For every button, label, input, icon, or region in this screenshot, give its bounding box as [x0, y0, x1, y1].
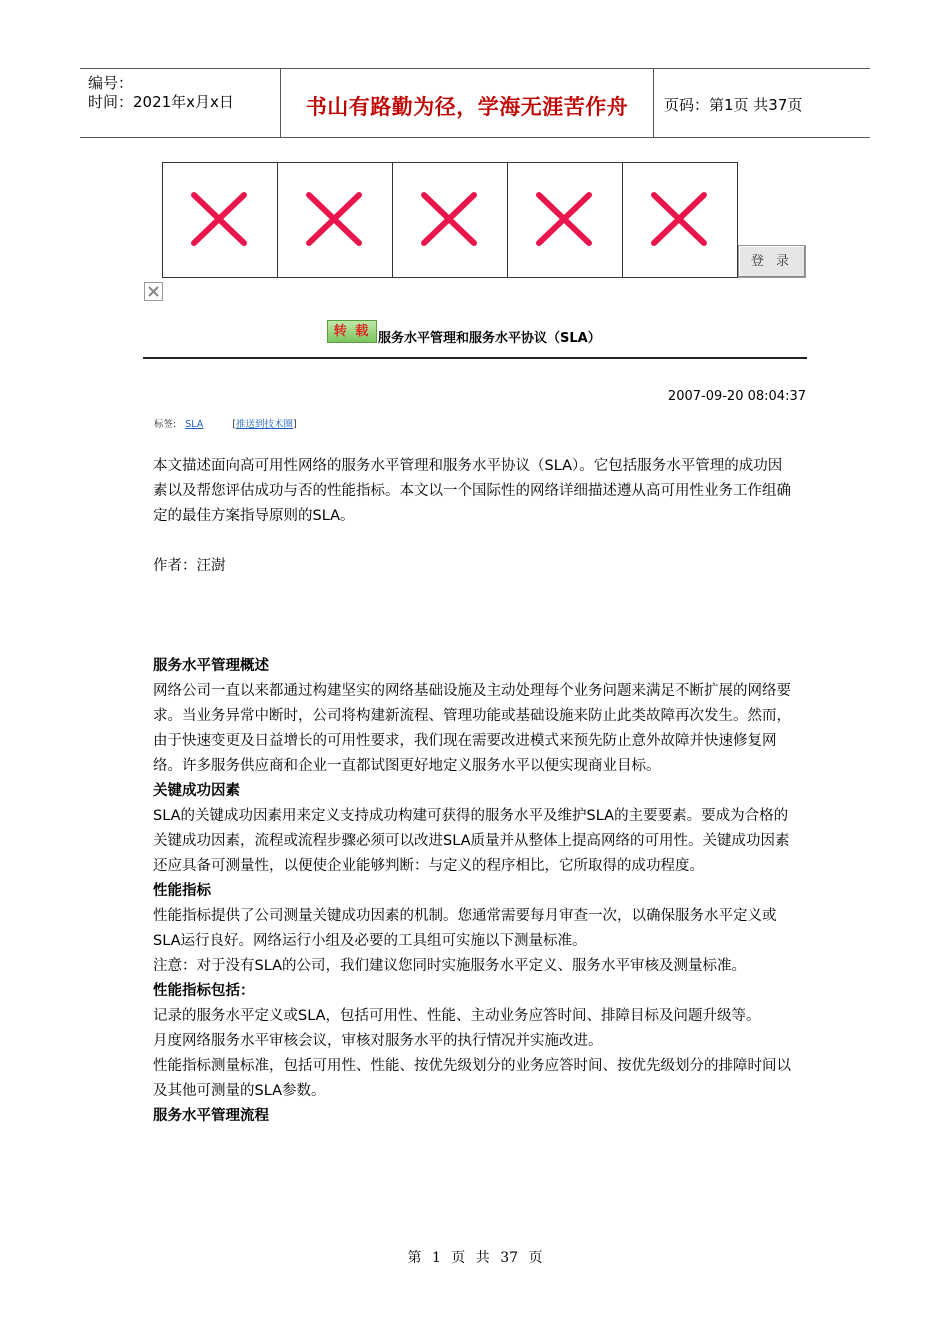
article-title: 服务水平管理和服务水平协议（SLA）: [378, 331, 601, 346]
number-label: 编号：: [88, 74, 134, 92]
broken-image-2: [277, 162, 393, 278]
section-heading: 服务水平管理概述: [153, 658, 269, 674]
section-paragraph: 性能指标提供了公司测量关键成功因素的机制。您通常需要每月审查一次，以确保服务水平定义或SLA运行良好。网络运行小组及必要的工具组可实施以下测量标准。: [153, 908, 777, 949]
red-x-icon: [650, 191, 708, 247]
page-info: 页码：第1页 共37页: [664, 96, 803, 114]
red-x-icon: [420, 191, 478, 247]
article-body: [153, 654, 793, 1129]
broken-image-4: [507, 162, 623, 278]
header-meta-cell: [80, 69, 281, 137]
page-header: [80, 68, 870, 138]
red-x-icon: [305, 191, 363, 247]
list-item: 记录的服务水平定义或SLA，包括可用性、性能、主动业务应答时间、排障目标及问题升级等。: [153, 1008, 761, 1024]
login-button[interactable]: 登 录: [738, 245, 806, 278]
tags-line: 标签: SLA [推送到技术圈]: [154, 419, 297, 430]
section-paragraph: 网络公司一直以来都通过构建坚实的网络基础设施及主动处理每个业务问题来满足不断扩展的网络要求。当业务异常中断时，公司将构建新流程、管理功能或基础设施来防止此类故障再次发生。然而，由于快速变更及日益增长的可用性要求，我们现在需要改进模式来预先防止意外故障并快速修复网络。许多服务供应商和企业一直都试图更好地定义服务水平以便实现商业目标。: [153, 683, 791, 774]
header-page-cell: [654, 69, 870, 137]
page-footer: 第 1 页 共 37 页: [407, 1250, 543, 1266]
time-label: 时间：2021年x月x日: [88, 93, 234, 111]
red-x-icon: [190, 191, 248, 247]
repost-badge: 转 载: [327, 320, 377, 343]
banner-image-row: [162, 162, 738, 276]
title-divider: [143, 357, 807, 359]
section-heading: 性能指标包括：: [153, 983, 255, 999]
broken-image-5: [622, 162, 738, 278]
list-item: 月度网络服务水平审核会议，审核对服务水平的执行情况并实施改进。: [153, 1033, 603, 1049]
section-heading: 性能指标: [153, 883, 211, 899]
broken-image-1: [162, 162, 278, 278]
red-x-icon: [535, 191, 593, 247]
tags-label: 标签:: [154, 419, 177, 430]
list-item: 性能指标测量标准，包括可用性、性能、按优先级划分的业务应答时间、按优先级划分的排障时间以及其他可测量的SLA参数。: [153, 1058, 791, 1099]
header-motto-cell: [281, 69, 654, 137]
broken-image-icon: [144, 282, 163, 301]
tag-sla-link[interactable]: SLA: [185, 419, 204, 430]
article-author: 作者：汪澍: [153, 558, 226, 574]
broken-image-3: [392, 162, 508, 278]
push-to-tech-link[interactable]: 推送到技术圈: [236, 419, 294, 430]
section-paragraph: SLA的关键成功因素用来定义支持成功构建可获得的服务水平及维护SLA的主要要素。要成为合格的关键成功因素，流程或流程步骤必须可以改进SLA质量并从整体上提高网络的可用性。关键成功因素还应具备可测量性，以便使企业能够判断：与定义的程序相比，它所取得的成功程度。: [153, 808, 790, 874]
article-datetime: 2007-09-20 08:04:37: [667, 389, 806, 404]
article-intro: 本文描述面向高可用性网络的服务水平管理和服务水平协议（SLA）。它包括服务水平管理的成功因素以及帮您评估成功与否的性能指标。本文以一个国际性的网络详细描述遵从高可用性业务工作组确定的最佳方案指导原则的SLA。: [153, 458, 791, 524]
section-note: 注意：对于没有SLA的公司，我们建议您同时实施服务水平定义、服务水平审核及测量标准。: [153, 958, 747, 974]
section-heading: 服务水平管理流程: [153, 1108, 269, 1124]
motto-text: 书山有路勤为径，学海无涯苦作舟: [305, 95, 629, 119]
section-heading: 关键成功因素: [153, 783, 240, 799]
